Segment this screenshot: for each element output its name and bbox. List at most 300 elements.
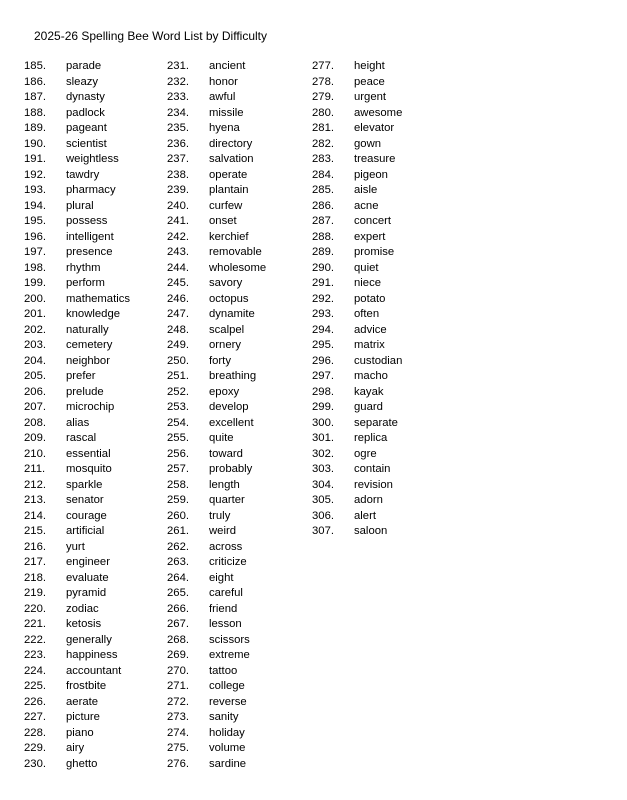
spelling-word: intelligent xyxy=(66,230,114,243)
word-number: 198. xyxy=(24,261,46,274)
spelling-word: saloon xyxy=(354,525,388,537)
spelling-word: truly xyxy=(209,509,231,522)
word-number: 258. xyxy=(167,478,189,491)
list-item xyxy=(312,509,402,525)
list-item xyxy=(24,509,130,525)
list-item xyxy=(167,261,266,277)
list-item xyxy=(167,214,266,230)
word-number: 240. xyxy=(167,199,189,212)
spelling-word: picture xyxy=(66,711,100,723)
list-item xyxy=(167,586,266,602)
list-item xyxy=(24,617,130,633)
list-item xyxy=(24,75,130,91)
spelling-word: aerate xyxy=(66,695,99,708)
spelling-word: ghetto xyxy=(66,757,98,770)
list-item xyxy=(312,369,402,385)
word-number: 269. xyxy=(167,649,189,661)
spelling-word: across xyxy=(209,540,243,553)
word-column-3 xyxy=(312,59,402,540)
word-number: 275. xyxy=(167,742,189,754)
word-number: 301. xyxy=(312,432,334,444)
spelling-word: separate xyxy=(354,416,398,429)
list-item xyxy=(312,431,402,447)
word-number: 219. xyxy=(24,587,46,599)
word-number: 230. xyxy=(24,757,46,770)
word-number: 208. xyxy=(24,416,46,429)
spelling-word: piano xyxy=(66,726,94,739)
list-item xyxy=(167,400,266,416)
list-item xyxy=(24,741,130,757)
word-number: 268. xyxy=(167,633,189,646)
list-item xyxy=(312,292,402,308)
list-item xyxy=(167,292,266,308)
list-item xyxy=(24,710,130,726)
word-number: 289. xyxy=(312,246,334,258)
word-number: 273. xyxy=(167,711,189,723)
spelling-word: quiet xyxy=(354,261,379,274)
spelling-word: accountant xyxy=(66,664,122,677)
spelling-word: guard xyxy=(354,401,383,413)
list-item xyxy=(312,323,402,339)
list-item xyxy=(24,199,130,215)
word-number: 191. xyxy=(24,153,46,165)
word-number: 297. xyxy=(312,370,334,382)
word-number: 306. xyxy=(312,509,334,522)
spelling-word: height xyxy=(354,60,385,72)
word-number: 193. xyxy=(24,184,46,196)
word-number: 218. xyxy=(24,571,46,584)
word-number: 236. xyxy=(167,137,189,150)
spelling-word: pigeon xyxy=(354,168,388,181)
word-number: 207. xyxy=(24,401,46,413)
list-item xyxy=(24,183,130,199)
list-item xyxy=(312,183,402,199)
word-number: 213. xyxy=(24,494,46,506)
spelling-word: presence xyxy=(66,246,113,258)
word-number: 190. xyxy=(24,137,46,150)
word-number: 206. xyxy=(24,385,46,398)
spelling-word: probably xyxy=(209,463,253,475)
list-item xyxy=(24,323,130,339)
spelling-word: peace xyxy=(354,75,385,88)
word-number: 300. xyxy=(312,416,334,429)
spelling-word: quite xyxy=(209,432,234,444)
word-number: 215. xyxy=(24,525,46,537)
word-number: 249. xyxy=(167,339,189,351)
list-item xyxy=(24,695,130,711)
word-number: 265. xyxy=(167,587,189,599)
word-number: 285. xyxy=(312,184,334,196)
list-item xyxy=(24,586,130,602)
list-item xyxy=(167,617,266,633)
list-item xyxy=(312,152,402,168)
word-number: 227. xyxy=(24,711,46,723)
word-number: 247. xyxy=(167,308,189,320)
word-number: 274. xyxy=(167,726,189,739)
list-item xyxy=(167,354,266,370)
spelling-word: advice xyxy=(354,323,387,336)
list-item xyxy=(24,369,130,385)
spelling-word: toward xyxy=(209,447,243,460)
word-number: 298. xyxy=(312,385,334,398)
word-number: 282. xyxy=(312,137,334,150)
list-item xyxy=(24,493,130,509)
word-number: 262. xyxy=(167,540,189,553)
spelling-word: epoxy xyxy=(209,385,240,398)
word-number: 217. xyxy=(24,556,46,568)
word-number: 216. xyxy=(24,540,46,553)
list-item xyxy=(167,509,266,525)
spelling-word: sanity xyxy=(209,711,239,723)
word-number: 257. xyxy=(167,463,189,475)
list-item xyxy=(24,261,130,277)
spelling-word: potato xyxy=(354,292,386,305)
list-item xyxy=(167,524,266,540)
word-number: 252. xyxy=(167,385,189,398)
word-number: 303. xyxy=(312,463,334,475)
list-item xyxy=(167,478,266,494)
list-item xyxy=(167,447,266,463)
list-item xyxy=(24,633,130,649)
word-number: 270. xyxy=(167,664,189,677)
spelling-word: octopus xyxy=(209,292,249,305)
word-number: 194. xyxy=(24,199,46,212)
word-number: 237. xyxy=(167,153,189,165)
word-number: 279. xyxy=(312,91,334,103)
list-item xyxy=(167,741,266,757)
spelling-word: scientist xyxy=(66,137,107,150)
spelling-word: savory xyxy=(209,277,243,289)
spelling-word: salvation xyxy=(209,153,254,165)
list-item xyxy=(167,571,266,587)
spelling-word: gown xyxy=(354,137,382,150)
list-item xyxy=(167,602,266,618)
word-number: 251. xyxy=(167,370,189,382)
spelling-word: awful xyxy=(209,91,236,103)
spelling-word: hyena xyxy=(209,122,240,134)
word-number: 211. xyxy=(24,463,46,475)
word-number: 187. xyxy=(24,91,46,103)
spelling-word: breathing xyxy=(209,370,257,382)
list-item xyxy=(24,602,130,618)
list-item xyxy=(167,137,266,153)
word-number: 201. xyxy=(24,308,46,320)
spelling-word: pyramid xyxy=(66,587,107,599)
list-item xyxy=(167,90,266,106)
spelling-word: rhythm xyxy=(66,261,101,274)
spelling-word: cemetery xyxy=(66,339,113,351)
word-number: 278. xyxy=(312,75,334,88)
word-number: 292. xyxy=(312,292,334,305)
spelling-word: acne xyxy=(354,199,379,212)
spelling-word: senator xyxy=(66,494,104,506)
list-item xyxy=(24,90,130,106)
word-number: 281. xyxy=(312,122,334,134)
word-number: 203. xyxy=(24,339,46,351)
word-number: 224. xyxy=(24,664,46,677)
list-item xyxy=(24,431,130,447)
list-item xyxy=(167,230,266,246)
list-item xyxy=(167,199,266,215)
list-item xyxy=(24,385,130,401)
list-item xyxy=(24,152,130,168)
spelling-word: neighbor xyxy=(66,354,110,367)
list-item xyxy=(167,757,266,773)
spelling-word: generally xyxy=(66,633,112,646)
list-item xyxy=(167,307,266,323)
word-number: 283. xyxy=(312,153,334,165)
spelling-word: wholesome xyxy=(209,261,267,274)
list-item xyxy=(24,478,130,494)
list-item xyxy=(24,555,130,571)
spelling-word: airy xyxy=(66,742,85,754)
word-number: 197. xyxy=(24,246,46,258)
spelling-word: length xyxy=(209,478,240,491)
word-number: 186. xyxy=(24,75,46,88)
word-number: 210. xyxy=(24,447,46,460)
list-item xyxy=(167,555,266,571)
spelling-word: college xyxy=(209,680,245,692)
list-item xyxy=(167,338,266,354)
list-item xyxy=(167,679,266,695)
spelling-word: treasure xyxy=(354,153,396,165)
spelling-word: alias xyxy=(66,416,90,429)
spelling-word: eight xyxy=(209,571,234,584)
list-item xyxy=(24,400,130,416)
word-number: 291. xyxy=(312,277,334,289)
word-number: 205. xyxy=(24,370,46,382)
list-item xyxy=(167,106,266,122)
spelling-word: volume xyxy=(209,742,246,754)
list-item xyxy=(312,199,402,215)
spelling-word: zodiac xyxy=(66,602,99,615)
word-number: 280. xyxy=(312,106,334,119)
word-number: 293. xyxy=(312,308,334,320)
word-number: 295. xyxy=(312,339,334,351)
spelling-word: holiday xyxy=(209,726,245,739)
list-item xyxy=(167,168,266,184)
list-item xyxy=(167,385,266,401)
spelling-word: tawdry xyxy=(66,168,100,181)
list-item xyxy=(312,59,402,75)
list-item xyxy=(167,75,266,91)
word-number: 192. xyxy=(24,168,46,181)
list-item xyxy=(312,493,402,509)
word-number: 220. xyxy=(24,602,46,615)
spelling-word: extreme xyxy=(209,649,250,661)
word-number: 246. xyxy=(167,292,189,305)
list-item xyxy=(167,245,266,261)
spelling-word: curfew xyxy=(209,199,243,212)
spelling-word: operate xyxy=(209,168,248,181)
spelling-word: prefer xyxy=(66,370,96,382)
list-item xyxy=(312,462,402,478)
list-item xyxy=(312,90,402,106)
word-number: 264. xyxy=(167,571,189,584)
word-number: 253. xyxy=(167,401,189,413)
spelling-word: lesson xyxy=(209,618,242,630)
spelling-word: onset xyxy=(209,215,237,227)
list-item xyxy=(24,245,130,261)
list-item xyxy=(24,214,130,230)
list-item xyxy=(167,695,266,711)
list-item xyxy=(167,121,266,137)
list-item xyxy=(167,59,266,75)
spelling-word: dynamite xyxy=(209,308,255,320)
spelling-word: criticize xyxy=(209,556,247,568)
list-item xyxy=(24,106,130,122)
spelling-word: plantain xyxy=(209,184,249,196)
list-item xyxy=(312,214,402,230)
list-item xyxy=(312,168,402,184)
spelling-word: yurt xyxy=(66,540,85,553)
spelling-word: scalpel xyxy=(209,323,245,336)
list-item xyxy=(312,354,402,370)
spelling-word: macho xyxy=(354,370,388,382)
spelling-word: happiness xyxy=(66,649,118,661)
list-item xyxy=(312,121,402,137)
list-item xyxy=(167,726,266,742)
word-number: 238. xyxy=(167,168,189,181)
word-number: 225. xyxy=(24,680,46,692)
spelling-word: elevator xyxy=(354,122,395,134)
spelling-word: awesome xyxy=(354,106,403,119)
list-item xyxy=(24,726,130,742)
word-number: 195. xyxy=(24,215,46,227)
list-item xyxy=(24,540,130,556)
spelling-word: forty xyxy=(209,354,231,367)
list-item xyxy=(24,168,130,184)
word-number: 272. xyxy=(167,695,189,708)
word-number: 199. xyxy=(24,277,46,289)
list-item xyxy=(24,679,130,695)
list-item xyxy=(24,354,130,370)
list-item xyxy=(167,633,266,649)
spelling-word: plural xyxy=(66,199,94,212)
spelling-word: removable xyxy=(209,246,262,258)
word-number: 223. xyxy=(24,649,46,661)
spelling-word: missile xyxy=(209,106,244,119)
spelling-word: prelude xyxy=(66,385,104,398)
spelling-word: artificial xyxy=(66,525,105,537)
word-number: 260. xyxy=(167,509,189,522)
document-title: 2025-26 Spelling Bee Word List by Difficulty xyxy=(34,29,268,43)
list-item xyxy=(24,121,130,137)
word-number: 263. xyxy=(167,556,189,568)
spelling-word: tattoo xyxy=(209,664,238,677)
list-item xyxy=(167,369,266,385)
list-item xyxy=(312,245,402,261)
word-number: 214. xyxy=(24,509,46,522)
spelling-word: mosquito xyxy=(66,463,112,475)
list-item xyxy=(24,137,130,153)
spelling-word: replica xyxy=(354,432,388,444)
spelling-word: rascal xyxy=(66,432,97,444)
word-number: 189. xyxy=(24,122,46,134)
word-number: 222. xyxy=(24,633,46,646)
list-item xyxy=(312,447,402,463)
word-number: 276. xyxy=(167,757,189,770)
word-number: 305. xyxy=(312,494,334,506)
word-number: 267. xyxy=(167,618,189,630)
word-number: 241. xyxy=(167,215,189,227)
list-item xyxy=(167,462,266,478)
list-item xyxy=(167,431,266,447)
word-number: 234. xyxy=(167,106,189,119)
word-number: 188. xyxy=(24,106,46,119)
spelling-word: perform xyxy=(66,277,105,289)
word-number: 233. xyxy=(167,91,189,103)
list-item xyxy=(312,75,402,91)
list-item xyxy=(312,276,402,292)
list-item xyxy=(167,664,266,680)
word-number: 232. xyxy=(167,75,189,88)
spelling-word: sparkle xyxy=(66,478,103,491)
list-item xyxy=(24,230,130,246)
word-column-2 xyxy=(167,59,266,772)
word-number: 231. xyxy=(167,60,189,72)
spelling-word: often xyxy=(354,308,380,320)
spelling-word: kayak xyxy=(354,385,384,398)
spelling-word: engineer xyxy=(66,556,110,568)
spelling-word: adorn xyxy=(354,494,383,506)
list-item xyxy=(312,307,402,323)
spelling-word: custodian xyxy=(354,354,403,367)
word-number: 226. xyxy=(24,695,46,708)
spelling-word: careful xyxy=(209,587,243,599)
word-number: 294. xyxy=(312,323,334,336)
word-number: 302. xyxy=(312,447,334,460)
spelling-word: pharmacy xyxy=(66,184,116,196)
spelling-word: weightless xyxy=(66,153,119,165)
spelling-word: kerchief xyxy=(209,230,249,243)
spelling-word: dynasty xyxy=(66,91,105,103)
list-item xyxy=(24,462,130,478)
word-number: 196. xyxy=(24,230,46,243)
list-item xyxy=(167,183,266,199)
spelling-word: contain xyxy=(354,463,391,475)
spelling-word: friend xyxy=(209,602,238,615)
spelling-word: weird xyxy=(209,525,236,537)
list-item xyxy=(24,59,130,75)
word-number: 245. xyxy=(167,277,189,289)
spelling-word: scissors xyxy=(209,633,250,646)
word-number: 299. xyxy=(312,401,334,413)
word-number: 242. xyxy=(167,230,189,243)
word-number: 286. xyxy=(312,199,334,212)
list-item xyxy=(24,447,130,463)
spelling-word: sardine xyxy=(209,757,247,770)
word-number: 202. xyxy=(24,323,46,336)
word-number: 261. xyxy=(167,525,189,537)
word-number: 221. xyxy=(24,618,46,630)
list-item xyxy=(312,416,402,432)
list-item xyxy=(24,338,130,354)
word-number: 204. xyxy=(24,354,46,367)
spelling-word: develop xyxy=(209,401,249,413)
spelling-word: frostbite xyxy=(66,680,107,692)
spelling-word: honor xyxy=(209,75,238,88)
spelling-word: knowledge xyxy=(66,308,121,320)
list-item xyxy=(312,400,402,416)
word-number: 296. xyxy=(312,354,334,367)
word-number: 259. xyxy=(167,494,189,506)
list-item xyxy=(24,648,130,664)
spelling-word: excellent xyxy=(209,416,254,429)
list-item xyxy=(24,664,130,680)
spelling-word: parade xyxy=(66,60,102,72)
word-number: 266. xyxy=(167,602,189,615)
